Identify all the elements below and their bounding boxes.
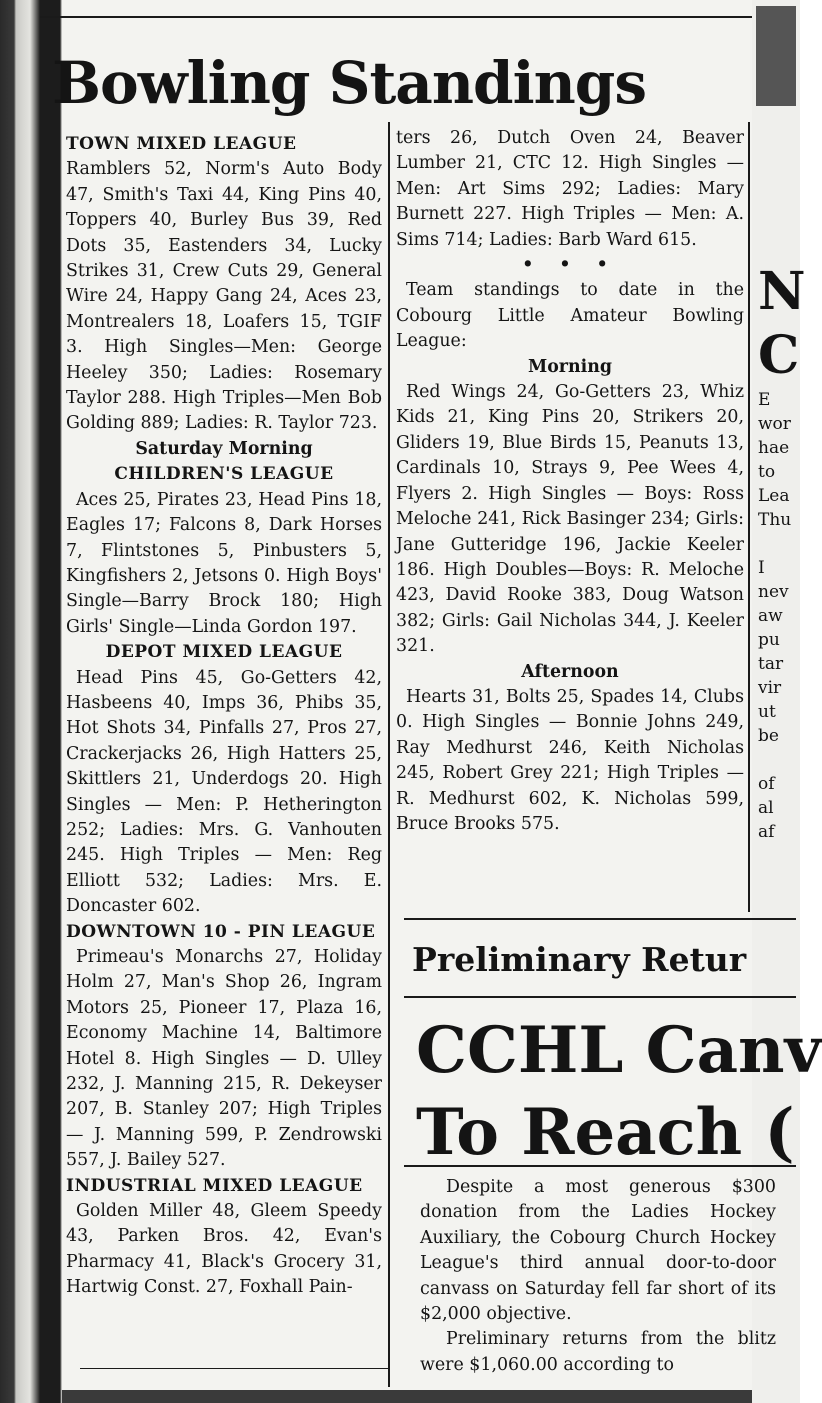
cchl-headline [416, 1010, 822, 1174]
bottom-rule [80, 1368, 388, 1369]
top-rule [40, 16, 752, 18]
cropped-line: wor [758, 414, 791, 434]
story-top-rule [404, 918, 796, 920]
cropped-line: vir [758, 678, 782, 698]
column-rule-left [388, 122, 390, 1387]
town-mixed-heading: TOWN MIXED LEAGUE [66, 134, 297, 154]
cropped-line: be [758, 726, 779, 746]
morning-text: Red Wings 24, Go-Getters 23, Whiz Kids 21, King Pins 20, Strikers 20, Gliders 19, Blue Birds 15, Peanuts 13, Cardinals 10, Strays 9, Pee Wees 4, Flyers 2. High Singles — Boys: Ross Meloche 241, Rick Basinger 234; Girls: Jane Gutteridge 196, Jackie Keeler 186. High Doubles—Boys: R. Meloche 423, David Rooke 383, Doug Watson 382; Girls: Gail Nicholas 344, J. Keeler 321. [396, 382, 744, 657]
cchl-paragraph-1: Despite a most generous $300 donation from the Ladies Hockey Auxiliary, the Cobourg Church Hockey League's third annual door-to-door canvass on Saturday fell far short of its $2,000 objective. [420, 1177, 776, 1325]
saturday-morning-subheading: Saturday Morning [135, 438, 313, 459]
section-separator: • • • [522, 255, 618, 276]
cropped-headline-letter-1: N [758, 261, 806, 322]
cropped-line: aw [758, 606, 783, 626]
middle-column [396, 126, 744, 837]
cchl-story-body [420, 1175, 776, 1378]
cropped-headline-letter-2: C [758, 325, 800, 386]
depot-mixed-text: Head Pins 45, Go-Getters 42, Hasbeens 40, Imps 36, Phibs 35, Hot Shots 34, Pinfalls 27, Pros 27, Crackerjacks 26, High Hatters 25, Skittlers 21, Underdogs 20. High Singles — Men: P. Hetherington 252; Ladies: Mrs. G. Vanhouten 245. High Triples — Men: Reg Elliott 532; Ladies: Mrs. E. Doncaster 602. [66, 667, 382, 917]
town-mixed-text: Ramblers 52, Norm's Auto Body 47, Smith's Taxi 44, King Pins 40, Toppers 40, Burley Bus 39, Red Dots 35, Eastenders 34, Lucky Strikes 31, Crew Cuts 29, General Wire 24, Happy Gang 24, Aces 23, Montrealers 18, Loafers 15, TGIF 3. High Singles—Men: George Heeley 350; Ladies: Rosemary Taylor 288. High Triples—Men Bob Golding 889; Ladies: R. Taylor 723. [66, 159, 382, 434]
depot-mixed-heading: DEPOT MIXED LEAGUE [105, 642, 343, 663]
cropped-line: Thu [758, 510, 792, 530]
industrial-mixed-heading: INDUSTRIAL MIXED LEAGUE [66, 1175, 363, 1196]
cropped-line: of [758, 774, 775, 794]
cropped-line: af [758, 822, 775, 842]
bottom-edge [62, 1390, 752, 1403]
cropped-line [758, 532, 794, 556]
industrial-continuation-text: ters 26, Dutch Oven 24, Beaver Lumber 21, CTC 12. High Singles — Men: Art Sims 292; Ladies: Mary Burnett 227. High Triples — Men: A. Sims 714; Ladies: Barb Ward 615. [396, 128, 744, 250]
afternoon-heading: Afternoon [521, 661, 619, 682]
cropped-line: ut [758, 702, 776, 722]
childrens-heading: CHILDREN'S LEAGUE [114, 464, 334, 485]
cropped-line: E [758, 390, 771, 410]
little-amateur-intro: Team standings to date in the Cobourg Little Amateur Bowling League: [396, 280, 744, 352]
downtown-10pin-heading: DOWNTOWN 10 - PIN LEAGUE [66, 921, 376, 942]
cchl-paragraph-2: Preliminary returns from the blitz were $1,060.00 according to [420, 1329, 776, 1375]
childrens-text: Aces 25, Pirates 23, Head Pins 18, Eagles 17; Falcons 8, Dark Horses 7, Flintstones 5, Pinbusters 5, Kingfishers 2, Jetsons 0. High Boys' Single—Barry Brock 180; High Girls' Single—Linda Gordon 197. [66, 489, 382, 637]
left-column [66, 132, 382, 1301]
column-rule-right [748, 122, 750, 912]
cropped-line: Lea [758, 486, 790, 506]
cropped-line: nev [758, 582, 789, 602]
afternoon-text: Hearts 31, Bolts 25, Spades 14, Clubs 0. High Singles — Bonnie Johns 249, Ray Medhurst 246, Keith Nicholas 245, Robert Grey 221; High Triples — R. Medhurst 602, K. Nicholas 599, Bruce Brooks 575. [396, 686, 744, 834]
kicker-rule [404, 996, 796, 998]
morning-heading: Morning [527, 356, 613, 377]
cchl-headline-line-1: CCHL Canv [416, 1013, 822, 1088]
downtown-10pin-text: Primeau's Monarchs 27, Holiday Holm 27, Man's Shop 26, Ingram Motors 25, Pioneer 17, Plaza 16, Economy Machine 14, Baltimore Hotel 8. High Singles — D. Ulley 232, J. Manning 215, R. Dekeyser 207, B. Stanley 207; High Triples — J. Manning 599, P. Zendrowski 557, J. Bailey 527. [66, 947, 382, 1171]
adjacent-photo [756, 6, 796, 106]
cropped-adjacent-article [758, 260, 806, 880]
cropped-line: hae [758, 438, 790, 458]
cropped-line: al [758, 798, 774, 818]
cchl-kicker: Preliminary Retur [412, 940, 747, 979]
cropped-line: pu [758, 630, 780, 650]
page-headline: Bowling Standings [52, 49, 647, 117]
cropped-line: to [758, 462, 776, 482]
cropped-line: I [758, 558, 765, 578]
industrial-mixed-text: Golden Miller 48, Gleem Speedy 43, Parken Bros. 42, Evan's Pharmacy 41, Black's Grocery 31, Hartwig Const. 27, Foxhall Pain- [66, 1201, 382, 1298]
left-margin-strip [0, 0, 62, 1403]
cropped-line: tar [758, 654, 784, 674]
cropped-line [758, 748, 794, 772]
cchl-headline-line-2: To Reach ( [416, 1095, 795, 1170]
